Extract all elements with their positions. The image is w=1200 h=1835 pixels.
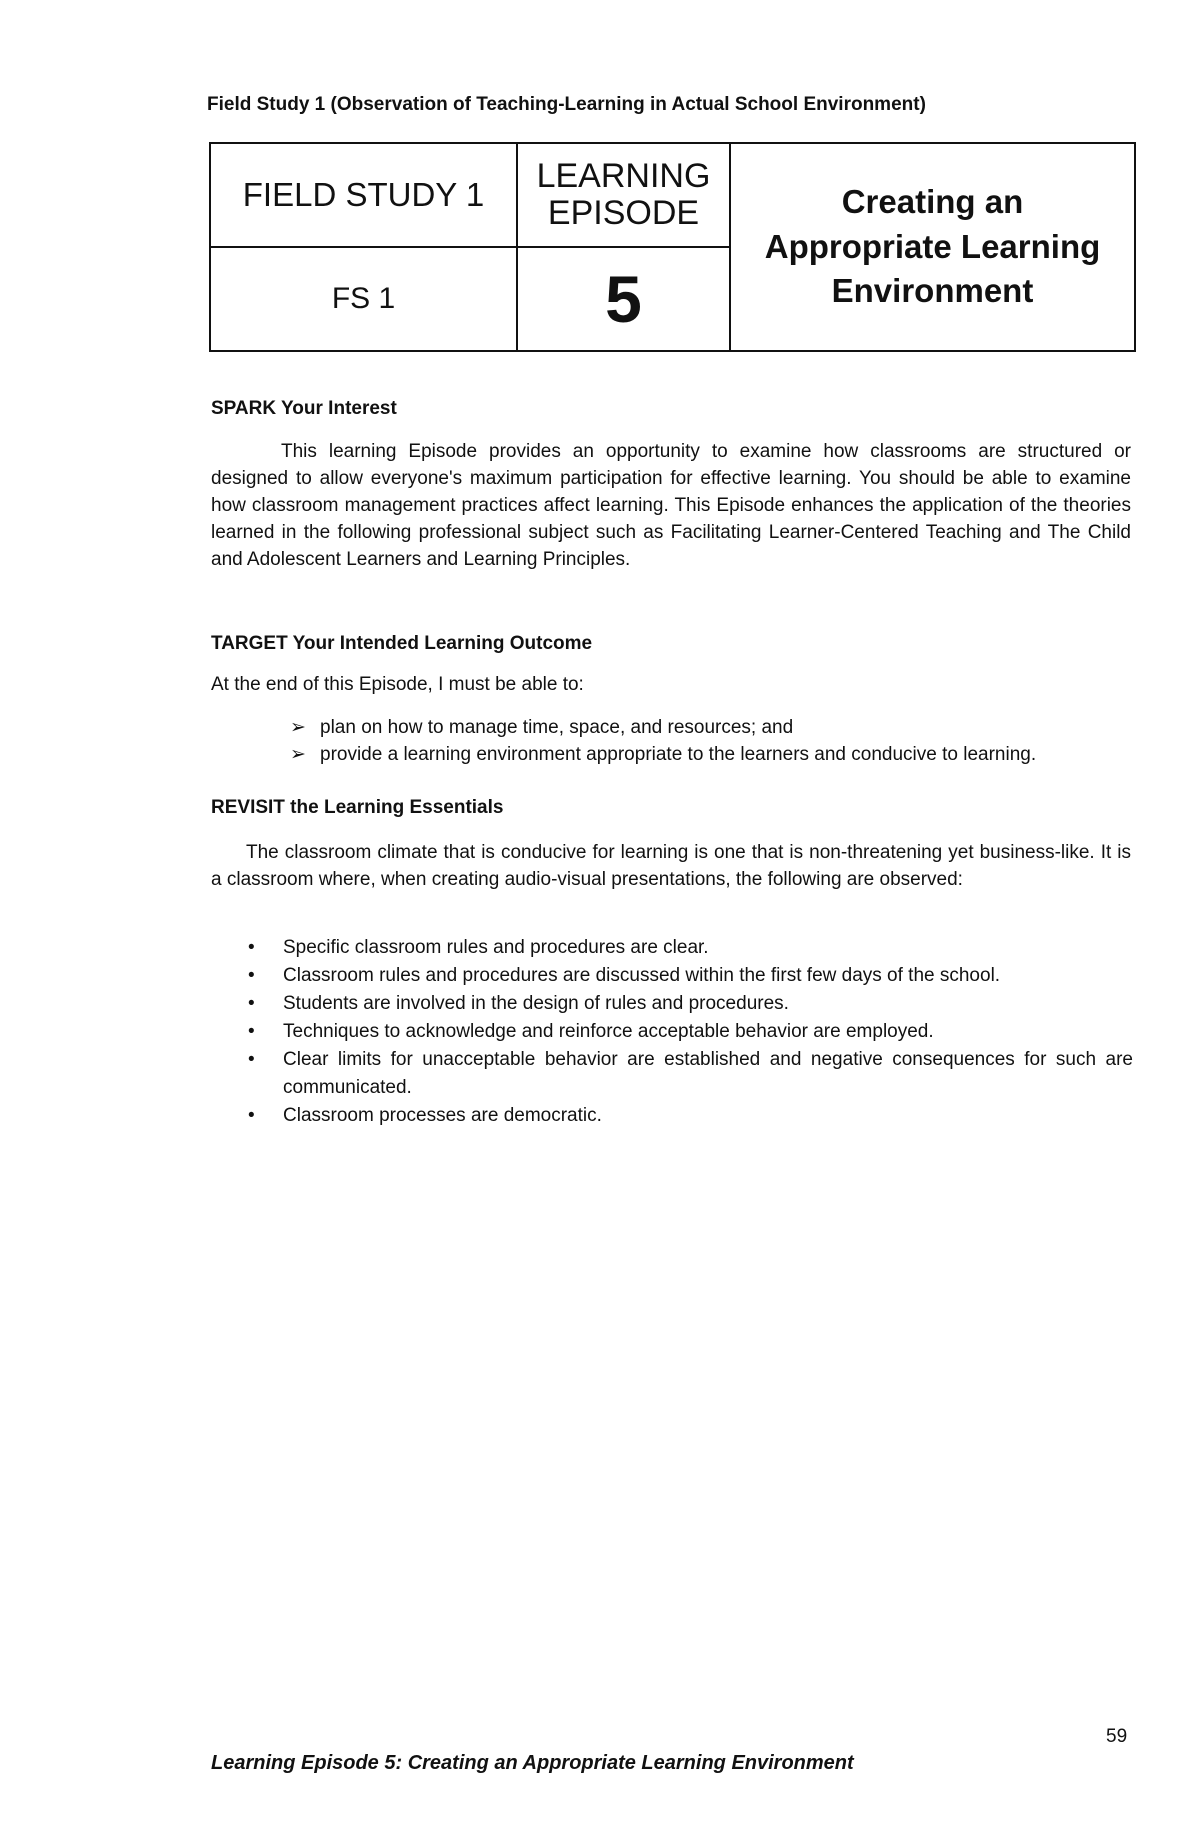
episode-title-line2: Appropriate Learning — [764, 227, 1101, 265]
bullet-icon: • — [248, 1021, 255, 1042]
list-item — [248, 1046, 1133, 1102]
list-item-text: Techniques to acknowledge and reinforce acceptable behavior are employed. — [283, 1021, 934, 1042]
target-intro: At the end of this Episode, I must be able to: — [211, 674, 584, 695]
list-item — [248, 934, 1133, 962]
bullet-icon: • — [248, 1049, 255, 1070]
learning-outcomes-list — [290, 714, 1100, 768]
list-item — [248, 1102, 1133, 1130]
list-item — [248, 962, 1133, 990]
target-heading: TARGET Your Intended Learning Outcome — [211, 633, 593, 654]
list-item-text: Classroom rules and procedures are discussed within the first few days of the school. — [283, 965, 1001, 986]
learning-episode-cell — [517, 143, 730, 247]
list-item-text: Students are involved in the design of rules and procedures. — [283, 993, 789, 1014]
list-item-text: provide a learning environment appropriate to the learners and conducive to learning. — [320, 744, 1037, 765]
course-code-cell — [210, 247, 517, 351]
learning-episode-label-line1: LEARNING — [536, 156, 711, 195]
learning-episode-label-line2: EPISODE — [547, 194, 700, 232]
classroom-climate-list — [248, 934, 1133, 1130]
list-item-text: Specific classroom rules and procedures are clear. — [283, 937, 709, 958]
list-item — [248, 1018, 1133, 1046]
episode-title-cell — [730, 143, 1135, 351]
list-item-text: Clear limits for unacceptable behavior are established and negative consequences for such are communicated. — [283, 1049, 1133, 1098]
list-item — [248, 990, 1133, 1018]
page-number: 59 — [1106, 1726, 1128, 1747]
list-item — [290, 741, 1100, 768]
revisit-heading: REVISIT the Learning Essentials — [211, 797, 504, 818]
running-footer: Learning Episode 5: Creating an Appropriate Learning Environment — [211, 1752, 854, 1774]
bullet-icon: • — [248, 1105, 255, 1126]
episode-title-box — [209, 142, 1136, 352]
field-study-cell — [210, 143, 517, 247]
revisit-paragraph: The classroom climate that is conducive for learning is one that is non-threatening yet business-like. It is a classroom where, when creating audio-visual presentations, the following are observed: — [211, 842, 1131, 890]
spark-paragraph: This learning Episode provides an opportunity to examine how classrooms are structured or designed to allow everyone's maximum participation for effective learning. You should be able to examine how classroom management practices affect learning. This Episode enhances the application of the theories learned in the following professional subject such as Facilitating Learner-Centered Teaching and The Child and Adolescent Learners and Learning Principles. — [211, 441, 1131, 570]
running-header: Field Study 1 (Observation of Teaching-Learning in Actual School Environment) — [207, 94, 926, 115]
episode-title-line3: Environment — [831, 272, 1034, 310]
bullet-icon: • — [248, 937, 255, 958]
field-study-label: FIELD STUDY 1 — [242, 175, 485, 213]
list-item — [290, 714, 1100, 741]
bullet-icon: • — [248, 965, 255, 986]
episode-number: 5 — [605, 262, 642, 336]
course-code: FS 1 — [331, 282, 396, 315]
episode-number-cell — [517, 247, 730, 351]
spark-heading: SPARK Your Interest — [211, 398, 397, 419]
episode-title-line1: Creating an — [841, 183, 1024, 221]
list-item-text: Classroom processes are democratic. — [283, 1105, 602, 1126]
list-item-text: plan on how to manage time, space, and resources; and — [320, 717, 794, 738]
arrow-bullet-icon: ➢ — [290, 717, 306, 738]
bullet-icon: • — [248, 993, 255, 1014]
arrow-bullet-icon: ➢ — [290, 744, 306, 765]
